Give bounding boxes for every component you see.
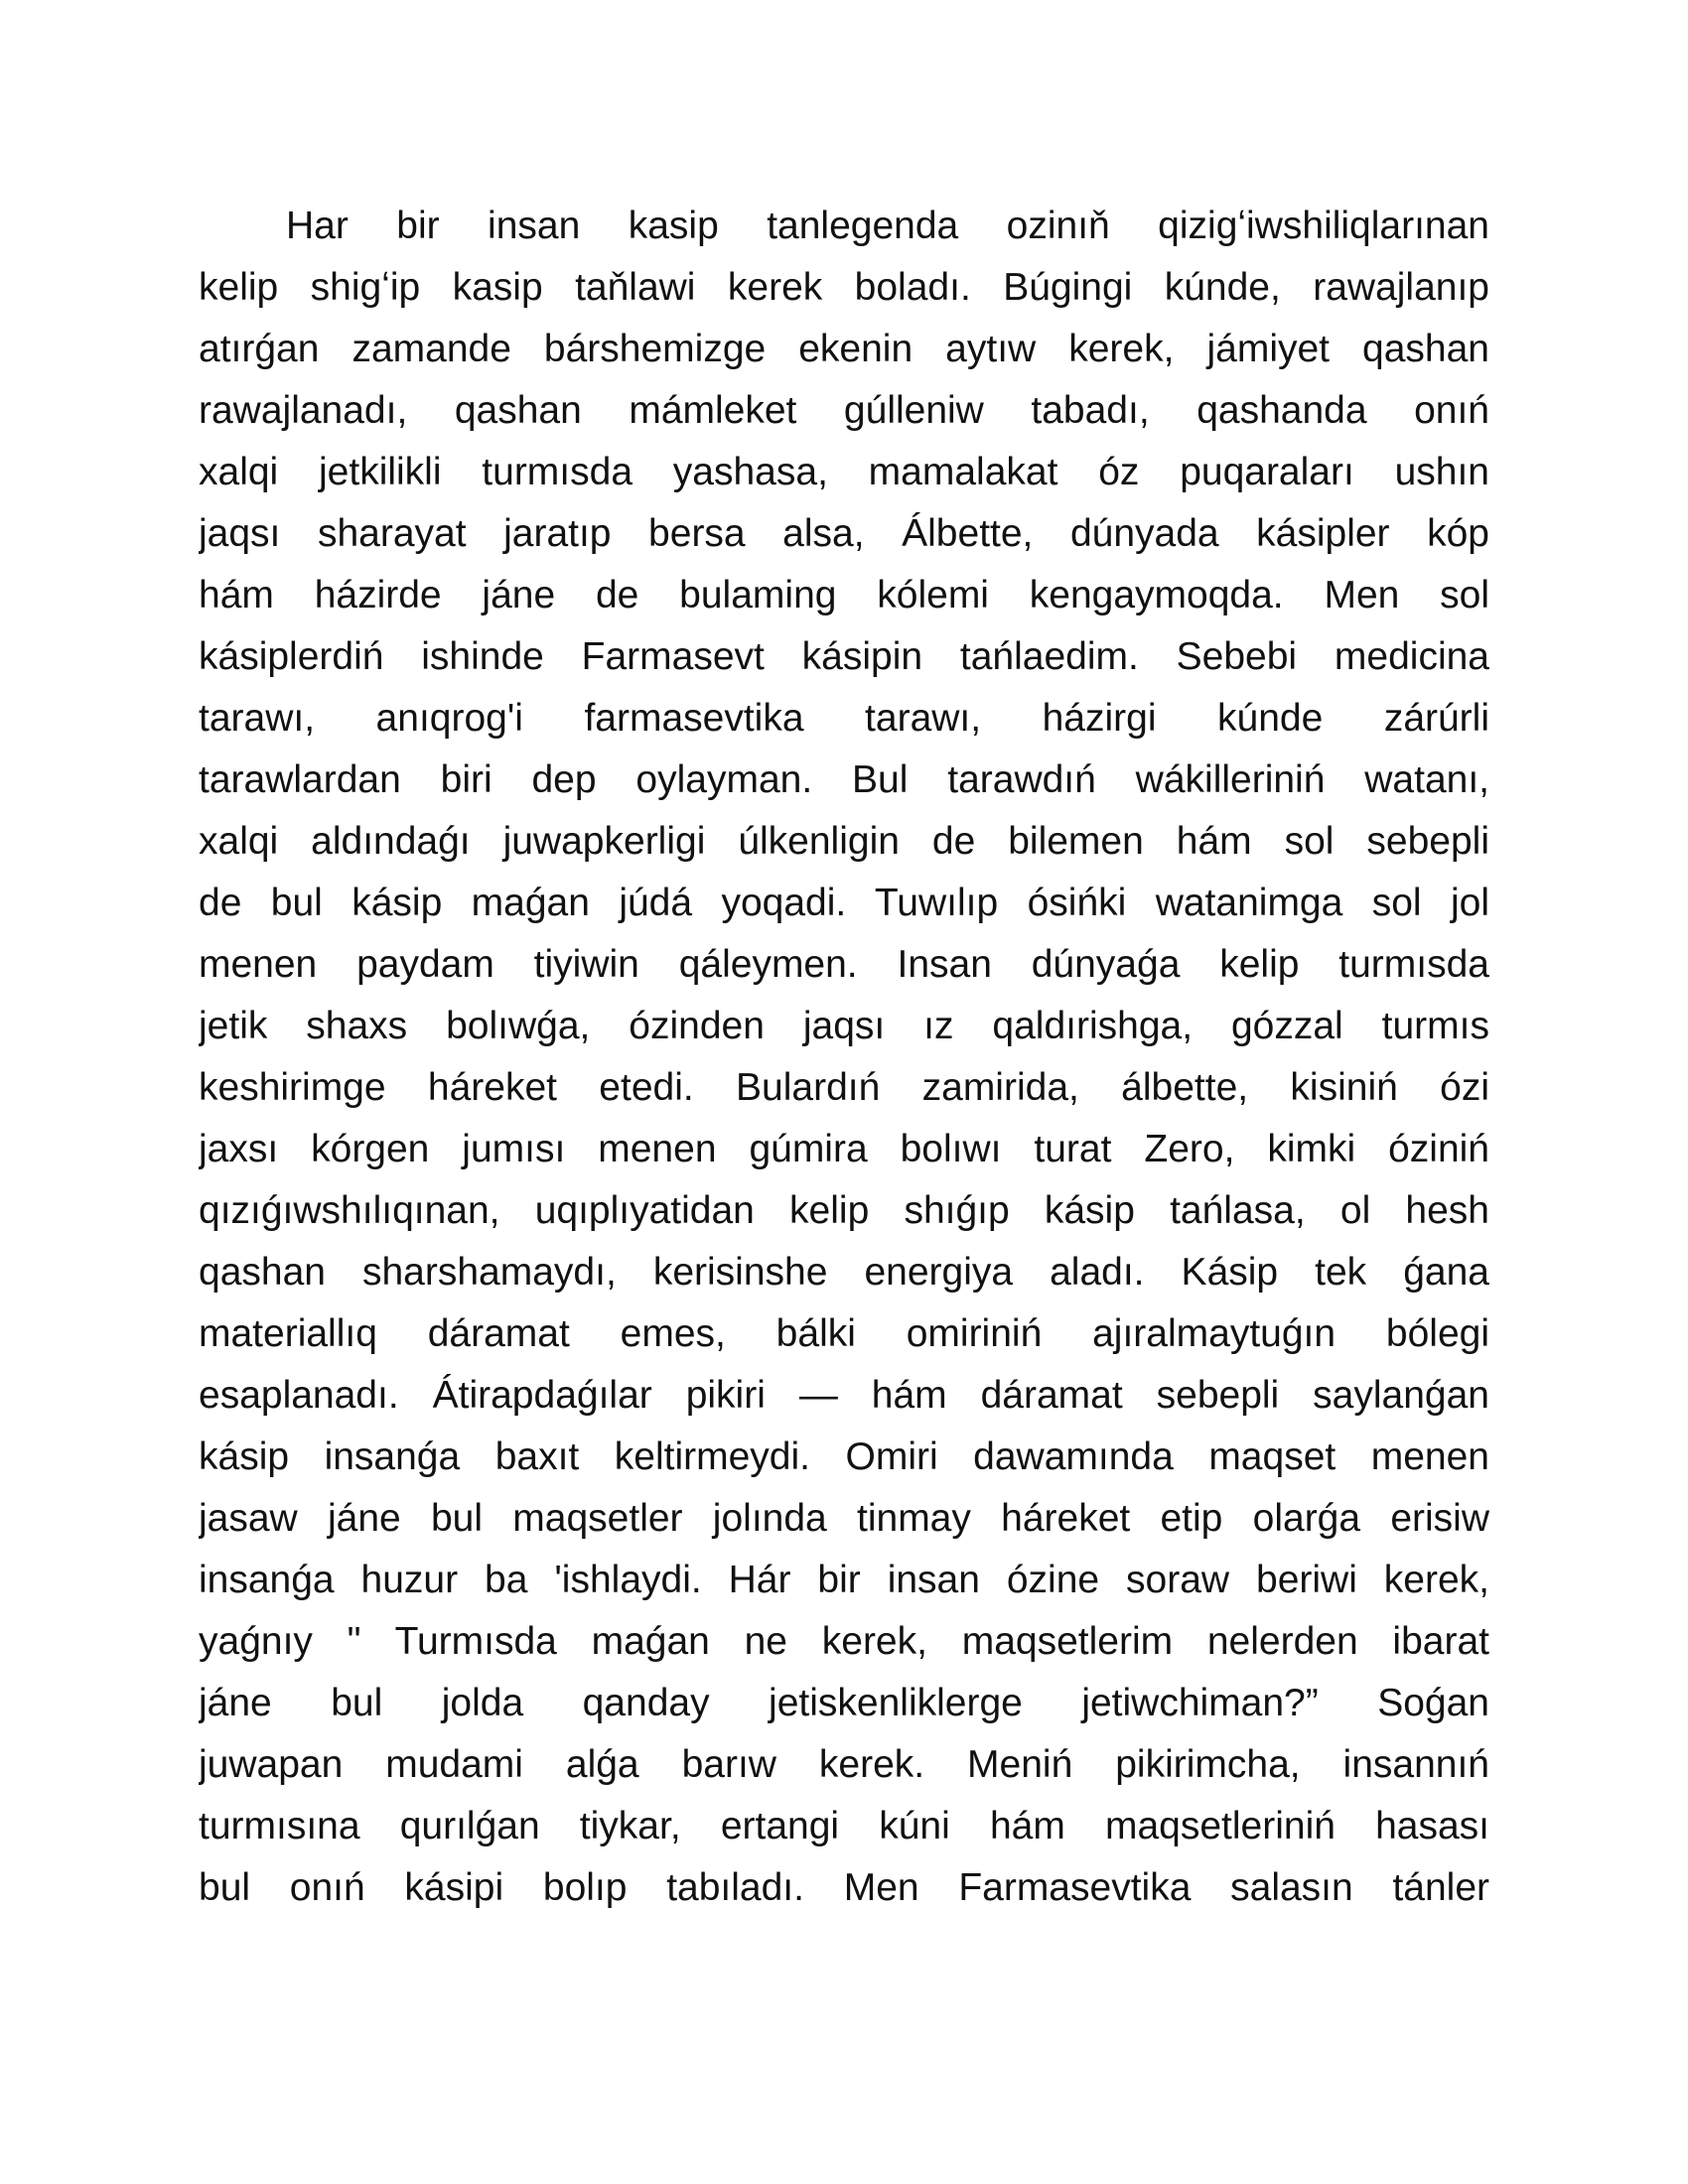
text-line: keshirimge háreket etedi. Bulardıń zamirida, álbette, kisiniń ózi <box>199 1066 1489 1109</box>
text-line: kelip shigʻip kasip taňlawi kerek boladı. Búgingi kúnde, rawajlanıp <box>199 266 1489 309</box>
text-line: qızıǵıwshılıqınan, uqıplıyatidan kelip shıǵıp kásip tańlasa, ol hesh <box>199 1189 1489 1232</box>
text-line: kásip insanǵa baxıt keltirmeydi. Omiri dawamında maqset menen <box>199 1435 1489 1478</box>
text-line: qashan sharshamaydı, kerisinshe energiya aladı. Kásip tek ǵana <box>199 1251 1489 1294</box>
text-line: atırǵan zamande bárshemizge ekenin aytıw kerek, jámiyet qashan <box>199 328 1489 370</box>
text-line: insanǵa huzur ba 'ishlaydi. Hár bir insan ózine soraw beriwi kerek, <box>199 1559 1489 1601</box>
essay-paragraph <box>199 196 1489 1919</box>
text-line: jetik shaxs bolıwǵa, ózinden jaqsı ız qaldırishga, gózzal turmıs <box>199 1005 1489 1047</box>
text-line: turmısına qurılǵan tiykar, ertangi kúni hám maqsetleriniń hasası <box>199 1805 1489 1847</box>
text-line: kásiplerdiń ishinde Farmasevt kásipin tańlaedim. Sebebi medicina <box>199 635 1489 678</box>
text-line: jaxsı kórgen jumısı menen gúmira bolıwı turat Zero, kimki óziniń <box>199 1128 1489 1170</box>
text-line: jaqsı sharayat jaratıp bersa alsa, Álbette, dúnyada kásipler kóp <box>199 512 1489 555</box>
text-line: hám házirde jáne de bulaming kólemi kengaymoqda. Men sol <box>199 574 1489 616</box>
text-line: de bul kásip maǵan júdá yoqadi. Tuwılıp ósińki watanimga sol jol <box>199 882 1489 924</box>
text-line: Har bir insan kasip tanlegenda ozinıň qizigʻiwshiliqlarınan <box>286 205 1489 247</box>
text-line: tarawlardan biri dep oylayman. Bul tarawdıń wákilleriniń watanı, <box>199 758 1489 801</box>
text-line: menen paydam tiyiwin qáleymen. Insan dúnyaǵa kelip turmısda <box>199 943 1489 986</box>
text-line: jáne bul jolda qanday jetiskenliklerge jetiwchiman?” Soǵan <box>199 1682 1489 1724</box>
text-line: xalqi aldındaǵı juwapkerligi úlkenligin de bilemen hám sol sebepli <box>199 820 1489 863</box>
text-line: rawajlanadı, qashan mámleket gúlleniw tabadı, qashanda onıń <box>199 389 1489 432</box>
text-line: bul onıń kásipi bolıp tabıladı. Men Farmasevtika salasın tánler <box>199 1866 1489 1909</box>
text-line: materiallıq dáramat emes, bálki omiriniń ajıralmaytuǵın bólegi <box>199 1312 1489 1355</box>
text-line: jasaw jáne bul maqsetler jolında tinmay háreket etip olarǵa erisiw <box>199 1497 1489 1540</box>
text-line: esaplanadı. Átirapdaǵılar pikiri — hám dáramat sebepli saylanǵan <box>199 1374 1489 1417</box>
text-line: xalqi jetkilikli turmısda yashasa, mamalakat óz puqaraları ushın <box>199 451 1489 493</box>
text-line: tarawı, anıqrog'i farmasevtika tarawı, házirgi kúnde zárúrli <box>199 697 1489 740</box>
text-line: yaǵnıy " Turmısda maǵan ne kerek, maqsetlerim nelerden ibarat <box>199 1620 1489 1663</box>
text-line: juwapan mudami alǵa barıw kerek. Meniń pikirimcha, insannıń <box>199 1743 1489 1786</box>
